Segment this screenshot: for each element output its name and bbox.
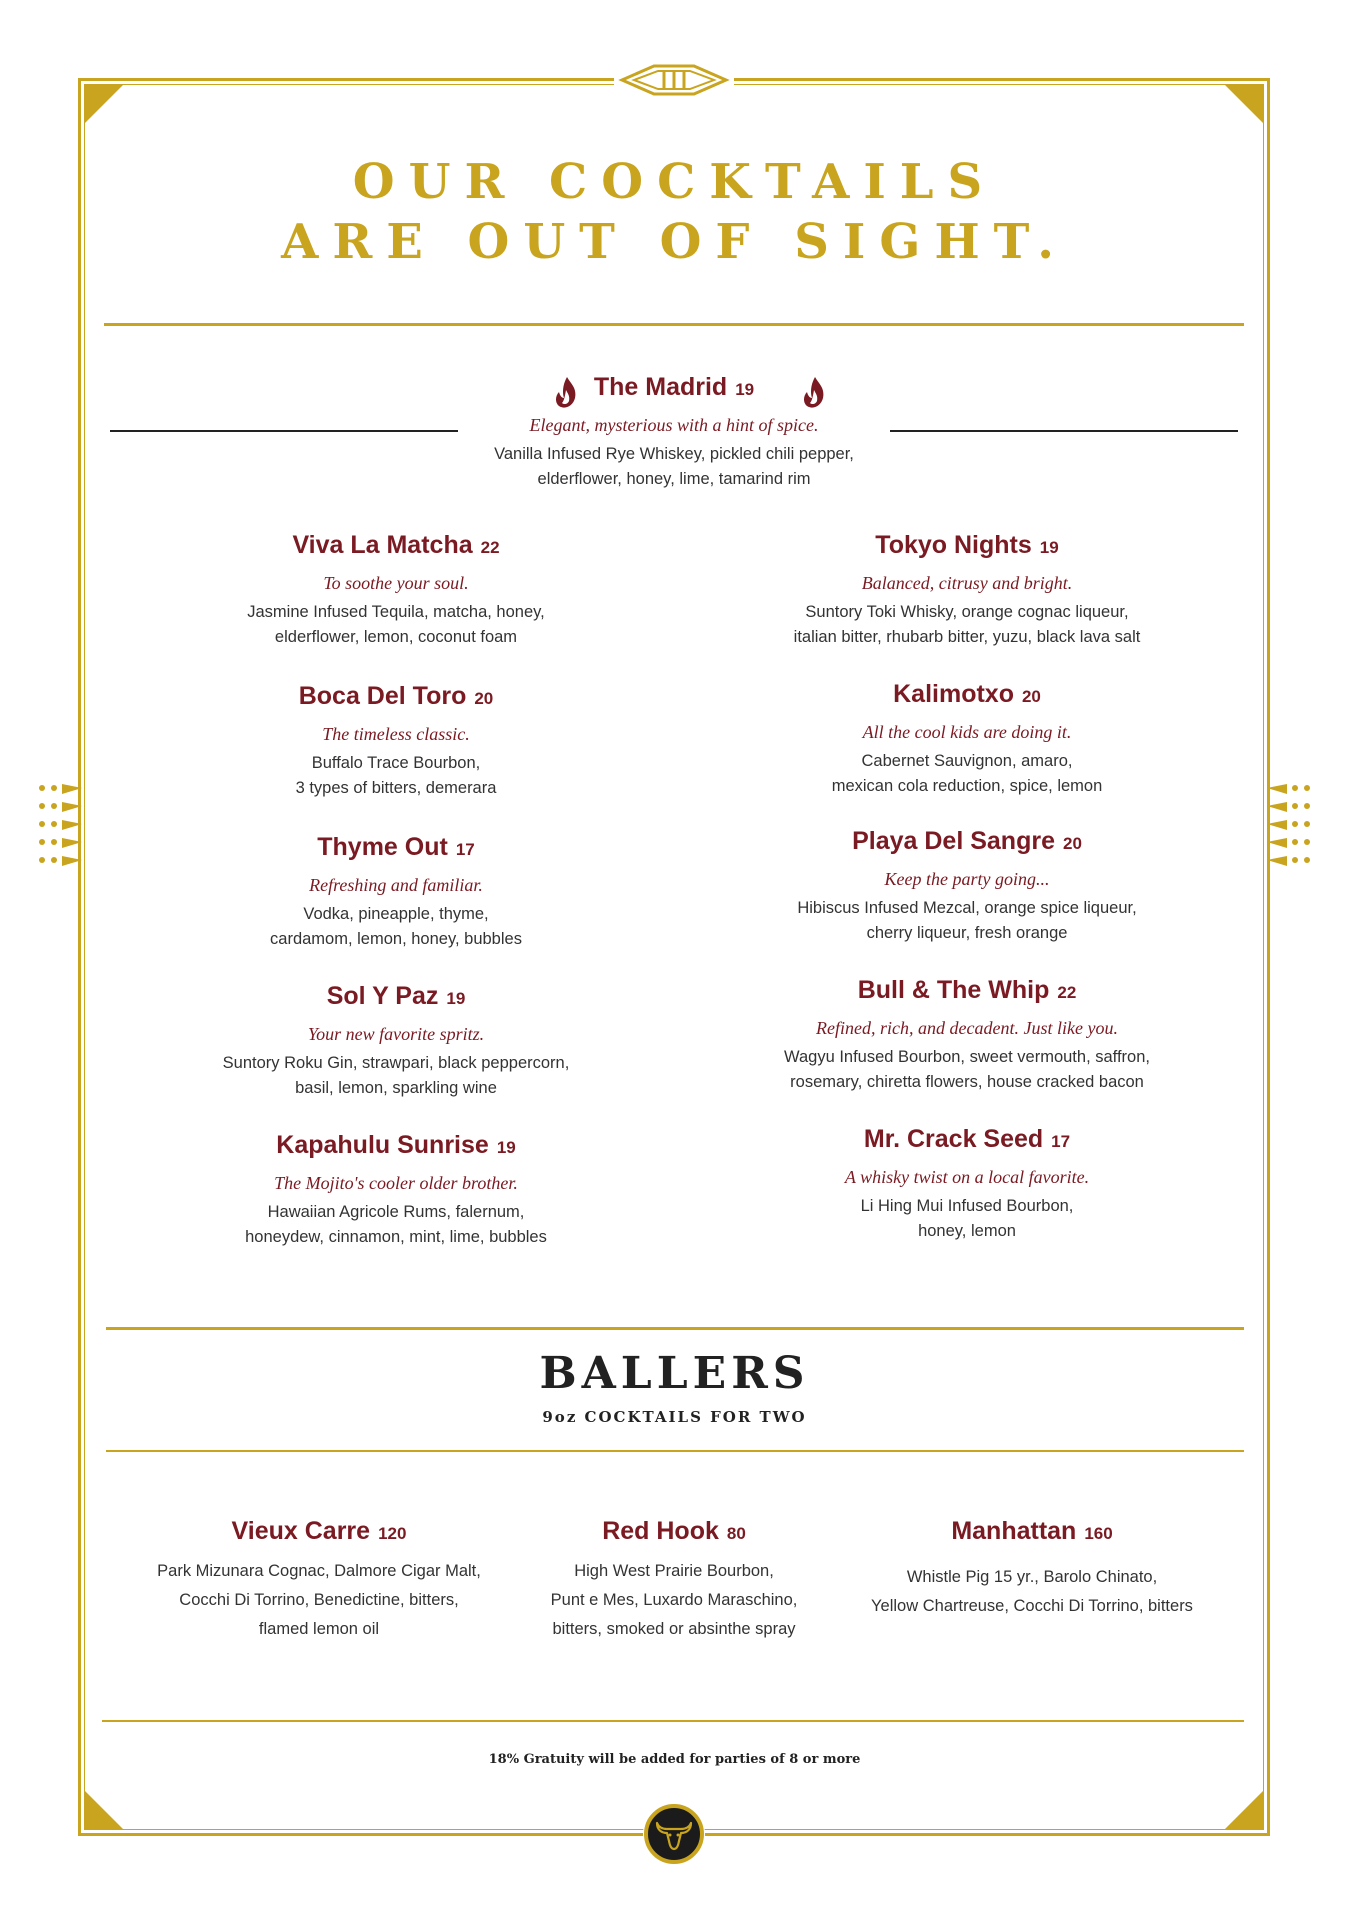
cocktail-desc-line: Hibiscus Infused Mezcal, orange spice liqueur, [797,899,1137,917]
cocktail-desc-line: elderflower, lemon, coconut foam [274,628,518,646]
cocktail-tagline: To soothe your soul. [323,573,469,593]
cocktail-price: 22 [1057,983,1077,1002]
baller-price: 120 [378,1524,407,1543]
cocktail-name: Sol Y Paz [326,982,439,1010]
cocktail-name-row [424,372,924,405]
cocktail-description [166,1051,626,1101]
right-side-ornament-icon [1263,782,1313,866]
cocktail-description [737,749,1197,799]
baller-desc-line: Park Mizunara Cognac, Dalmore Cigar Malt, [157,1562,481,1580]
cocktail-description [166,600,626,650]
cocktail-price: 17 [455,840,475,859]
cocktail-item [166,530,626,650]
cocktail-tagline: Balanced, citrusy and bright. [861,573,1073,593]
featured-rule-left [110,430,458,432]
baller-desc-line: High West Prairie Bourbon, [574,1562,774,1580]
cocktail-tagline: Your new favorite spritz. [307,1024,485,1044]
cocktail-tagline: Refreshing and familiar. [309,875,483,895]
cocktail-item [737,975,1197,1095]
baller-desc-line: Yellow Chartreuse, Cocchi Di Torrino, bitters [871,1597,1193,1615]
cocktail-item [166,832,626,952]
cocktail-desc-line: Vanilla Infused Rye Whiskey, pickled chili pepper, [494,445,854,463]
cocktail-name: Viva La Matcha [292,531,473,559]
cocktail-tagline: Refined, rich, and decadent. Just like you. [816,1018,1118,1038]
baller-description [832,1563,1232,1621]
cocktail-desc-line: Jasmine Infused Tequila, matcha, honey, [247,603,545,621]
cocktail-price: 20 [474,689,494,708]
cocktail-description [737,1045,1197,1095]
header-divider [104,323,1244,326]
cocktail-price: 22 [480,538,500,557]
baller-name: Red Hook [602,1517,719,1545]
left-side-ornament-icon [36,782,86,866]
diamond-ornament-icon [614,62,734,98]
cocktail-name: Bull & The Whip [857,976,1050,1004]
cocktail-item [166,1130,626,1250]
featured-cocktail [424,372,924,492]
cocktail-name: Thyme Out [317,833,448,861]
cocktail-desc-line: honey, lemon [918,1222,1016,1240]
baller-description [119,1557,519,1644]
cocktail-item [737,1124,1197,1244]
baller-item [119,1516,519,1644]
cocktail-name: The Madrid [593,373,728,401]
cocktail-tagline: Elegant, mysterious with a hint of spice. [529,415,819,435]
cocktail-desc-line: italian bitter, rhubarb bitter, yuzu, black lava salt [793,628,1141,646]
cocktail-item [737,530,1197,650]
cocktail-name: Kalimotxo [893,680,1014,708]
headline-line-2: ARE OUT OF SIGHT. [281,214,1068,270]
cocktail-price: 19 [496,1138,516,1157]
baller-item [474,1516,874,1644]
cocktail-desc-line: Vodka, pineapple, thyme, [303,905,489,923]
corner-ornament-top-left [84,84,124,124]
cocktail-desc-line: Wagyu Infused Bourbon, sweet vermouth, saffron, [784,1048,1150,1066]
cocktail-price: 20 [1062,834,1082,853]
cocktail-description [166,902,626,952]
headline-line-1: OUR COCKTAILS [352,154,997,210]
baller-desc-line: bitters, smoked or absinthe spray [552,1620,796,1638]
baller-name: Manhattan [951,1517,1077,1545]
cocktail-description [166,1200,626,1250]
cocktail-price: 19 [446,989,466,1008]
cocktail-desc-line: Suntory Roku Gin, strawpari, black peppercorn, [222,1054,570,1072]
gratuity-note: 18% Gratuity will be added for parties of 8 or more [488,1752,861,1767]
baller-description [474,1557,874,1644]
baller-item [832,1516,1232,1621]
cocktail-description [424,442,924,492]
cocktail-name: Kapahulu Sunrise [276,1131,489,1159]
baller-desc-line: Whistle Pig 15 yr., Barolo Chinato, [906,1568,1158,1586]
ballers-title: BALLERS [539,1348,810,1399]
cocktail-desc-line: Hawaiian Agricole Rums, falernum, [267,1203,525,1221]
ballers-top-divider [106,1327,1244,1330]
cocktail-desc-line: elderflower, honey, lime, tamarind rim [537,470,811,488]
cocktail-tagline: A whisky twist on a local favorite. [844,1167,1090,1187]
cocktail-item [166,681,626,801]
corner-ornament-bottom-left [84,1790,124,1830]
cocktail-price: 19 [1039,538,1059,557]
cocktail-desc-line: rosemary, chiretta flowers, house cracked bacon [790,1073,1144,1091]
cocktail-tagline: Keep the party going... [884,869,1050,889]
ballers-bottom-divider [106,1450,1244,1452]
cocktail-tagline: All the cool kids are doing it. [862,722,1072,742]
baller-name: Vieux Carre [231,1517,371,1545]
cocktail-price: 17 [1051,1132,1071,1151]
cocktail-tagline: The timeless classic. [322,724,470,744]
cocktail-item [166,981,626,1101]
cocktail-desc-line: honeydew, cinnamon, mint, lime, bubbles [245,1228,547,1246]
cocktail-description [737,896,1197,946]
cocktail-price: 20 [1021,687,1041,706]
baller-desc-line: Punt e Mes, Luxardo Maraschino, [550,1591,798,1609]
cocktail-tagline: The Mojito's cooler older brother. [274,1173,518,1193]
cocktail-desc-line: mexican cola reduction, spice, lemon [831,777,1103,795]
cocktail-price: 19 [735,380,755,399]
cocktail-description [737,1194,1197,1244]
footer-divider [102,1720,1244,1722]
cocktail-name: Playa Del Sangre [852,827,1055,855]
cocktail-desc-line: Cabernet Sauvignon, amaro, [861,752,1073,770]
cocktail-item [737,826,1197,946]
ballers-subtitle: 9oz COCKTAILS FOR TWO [542,1408,807,1426]
cocktail-desc-line: Buffalo Trace Bourbon, [311,754,481,772]
cocktail-description [166,751,626,801]
corner-ornament-bottom-right [1224,1790,1264,1830]
cocktail-name: Boca Del Toro [298,682,467,710]
cocktail-desc-line: Li Hing Mui Infused Bourbon, [860,1197,1074,1215]
baller-desc-line: flamed lemon oil [258,1620,380,1638]
cocktail-name: Mr. Crack Seed [863,1125,1044,1153]
cocktail-name: Tokyo Nights [875,531,1032,559]
baller-desc-line: Cocchi Di Torrino, Benedictine, bitters, [179,1591,459,1609]
cocktail-description [737,600,1197,650]
cocktail-desc-line: cardamom, lemon, honey, bubbles [270,930,522,948]
baller-price: 80 [726,1524,746,1543]
cocktail-desc-line: 3 types of bitters, demerara [295,779,497,797]
corner-ornament-top-right [1224,84,1264,124]
cocktail-desc-line: cherry liqueur, fresh orange [866,924,1068,942]
cocktail-desc-line: basil, lemon, sparkling wine [295,1079,497,1097]
cocktail-item [737,679,1197,799]
cocktail-desc-line: Suntory Toki Whisky, orange cognac liqueur, [805,603,1129,621]
bull-head-icon [641,1801,707,1867]
featured-rule-right [890,430,1238,432]
baller-price: 160 [1084,1524,1113,1543]
